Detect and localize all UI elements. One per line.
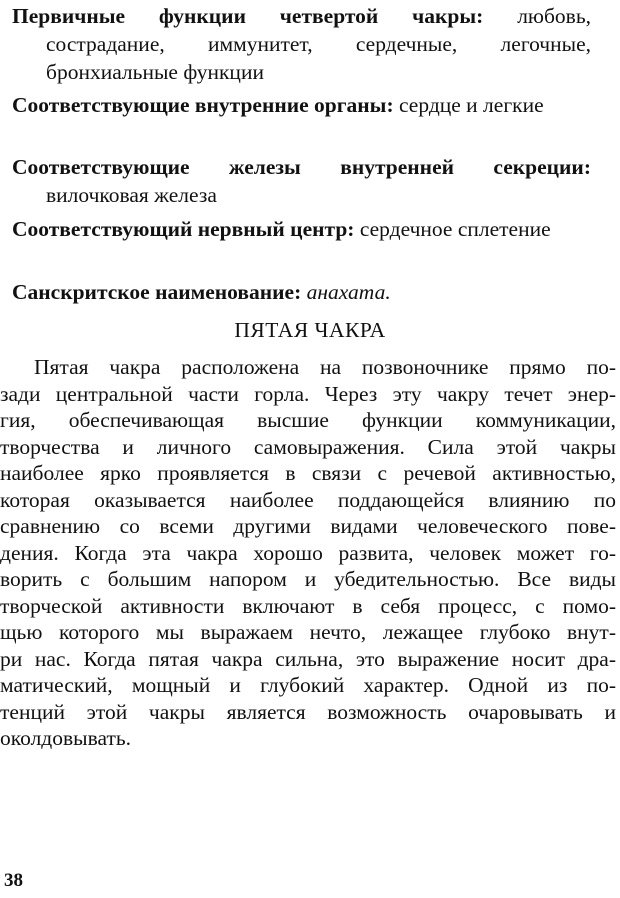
text-line: сравнению со всеми другими видами человеческого пове- [0, 514, 616, 538]
definition-internal-organs [12, 91, 591, 119]
definition-colon: : [386, 93, 394, 117]
text-line: зади центральной части горла. Через эту чакру течет энер- [0, 381, 616, 406]
definition-primary-functions [12, 2, 591, 86]
text-line: матический, мощный и глубокий характер. Одной из по- [0, 673, 616, 697]
text-line: дения. Когда эта чакра хорошо развита, человек может го- [0, 540, 616, 565]
text-line: ворить с большим напором и убедительностью. Все виды [0, 567, 616, 591]
definition-label: Соответствующий нервный центр [12, 217, 348, 241]
text-line: творчества и личного самовыражения. Сила этой чакры [0, 434, 616, 459]
definition-sanskrit-name [12, 278, 591, 306]
definition-value: сердце и легкие [393, 93, 544, 117]
definition-value: анахата [301, 280, 386, 304]
definition-label: Первичные функции четвертой чакры [12, 4, 477, 28]
definition-period: . [385, 280, 391, 304]
definition-value: сердечное сплетение [354, 217, 551, 241]
definition-value: вилочковая железа [46, 183, 217, 207]
page-number: 38 [4, 870, 23, 891]
text-line: щью которого мы выражаем нечто, лежащее глубоко внут- [0, 620, 616, 644]
definition-colon: : [294, 280, 302, 304]
definition-label: Соответствующие железы внутренней секреции [12, 155, 584, 179]
text-line: которая оказывается наиболее поддающейся влиянию по [0, 487, 616, 512]
definition-label: Соответствующие внутренние органы [12, 93, 387, 117]
definition-nerve-center [12, 215, 591, 243]
body-paragraph [0, 354, 616, 752]
text-line: наиболее ярко проявляется в связи с речевой активностью, [0, 461, 616, 485]
text-line: ри нас. Когда пятая чакра сильна, это выражение носит дра- [0, 646, 616, 671]
text-line: гия, обеспечивающая высшие функции коммуникации, [0, 408, 616, 432]
text-line: Пятая чакра расположена на позвоночнике прямо по- [34, 355, 616, 379]
definition-label: Санскритское наименование [12, 280, 295, 304]
text-line: тенций этой чакры является возможность очаровывать и [0, 699, 616, 724]
text-line: творческой активности включают в себя процесс, с помо- [0, 593, 616, 618]
definition-colon: : [583, 155, 591, 179]
definition-value: любовь, сострадание, иммунитет, сердечные, легочные, бронхиальные функции [46, 4, 591, 84]
text-line: околдовывать. [0, 726, 132, 750]
definition-colon: : [347, 217, 355, 241]
definition-endocrine-glands [12, 153, 591, 209]
definition-colon: : [476, 4, 484, 28]
section-title: ПЯТАЯ ЧАКРА [234, 318, 386, 342]
